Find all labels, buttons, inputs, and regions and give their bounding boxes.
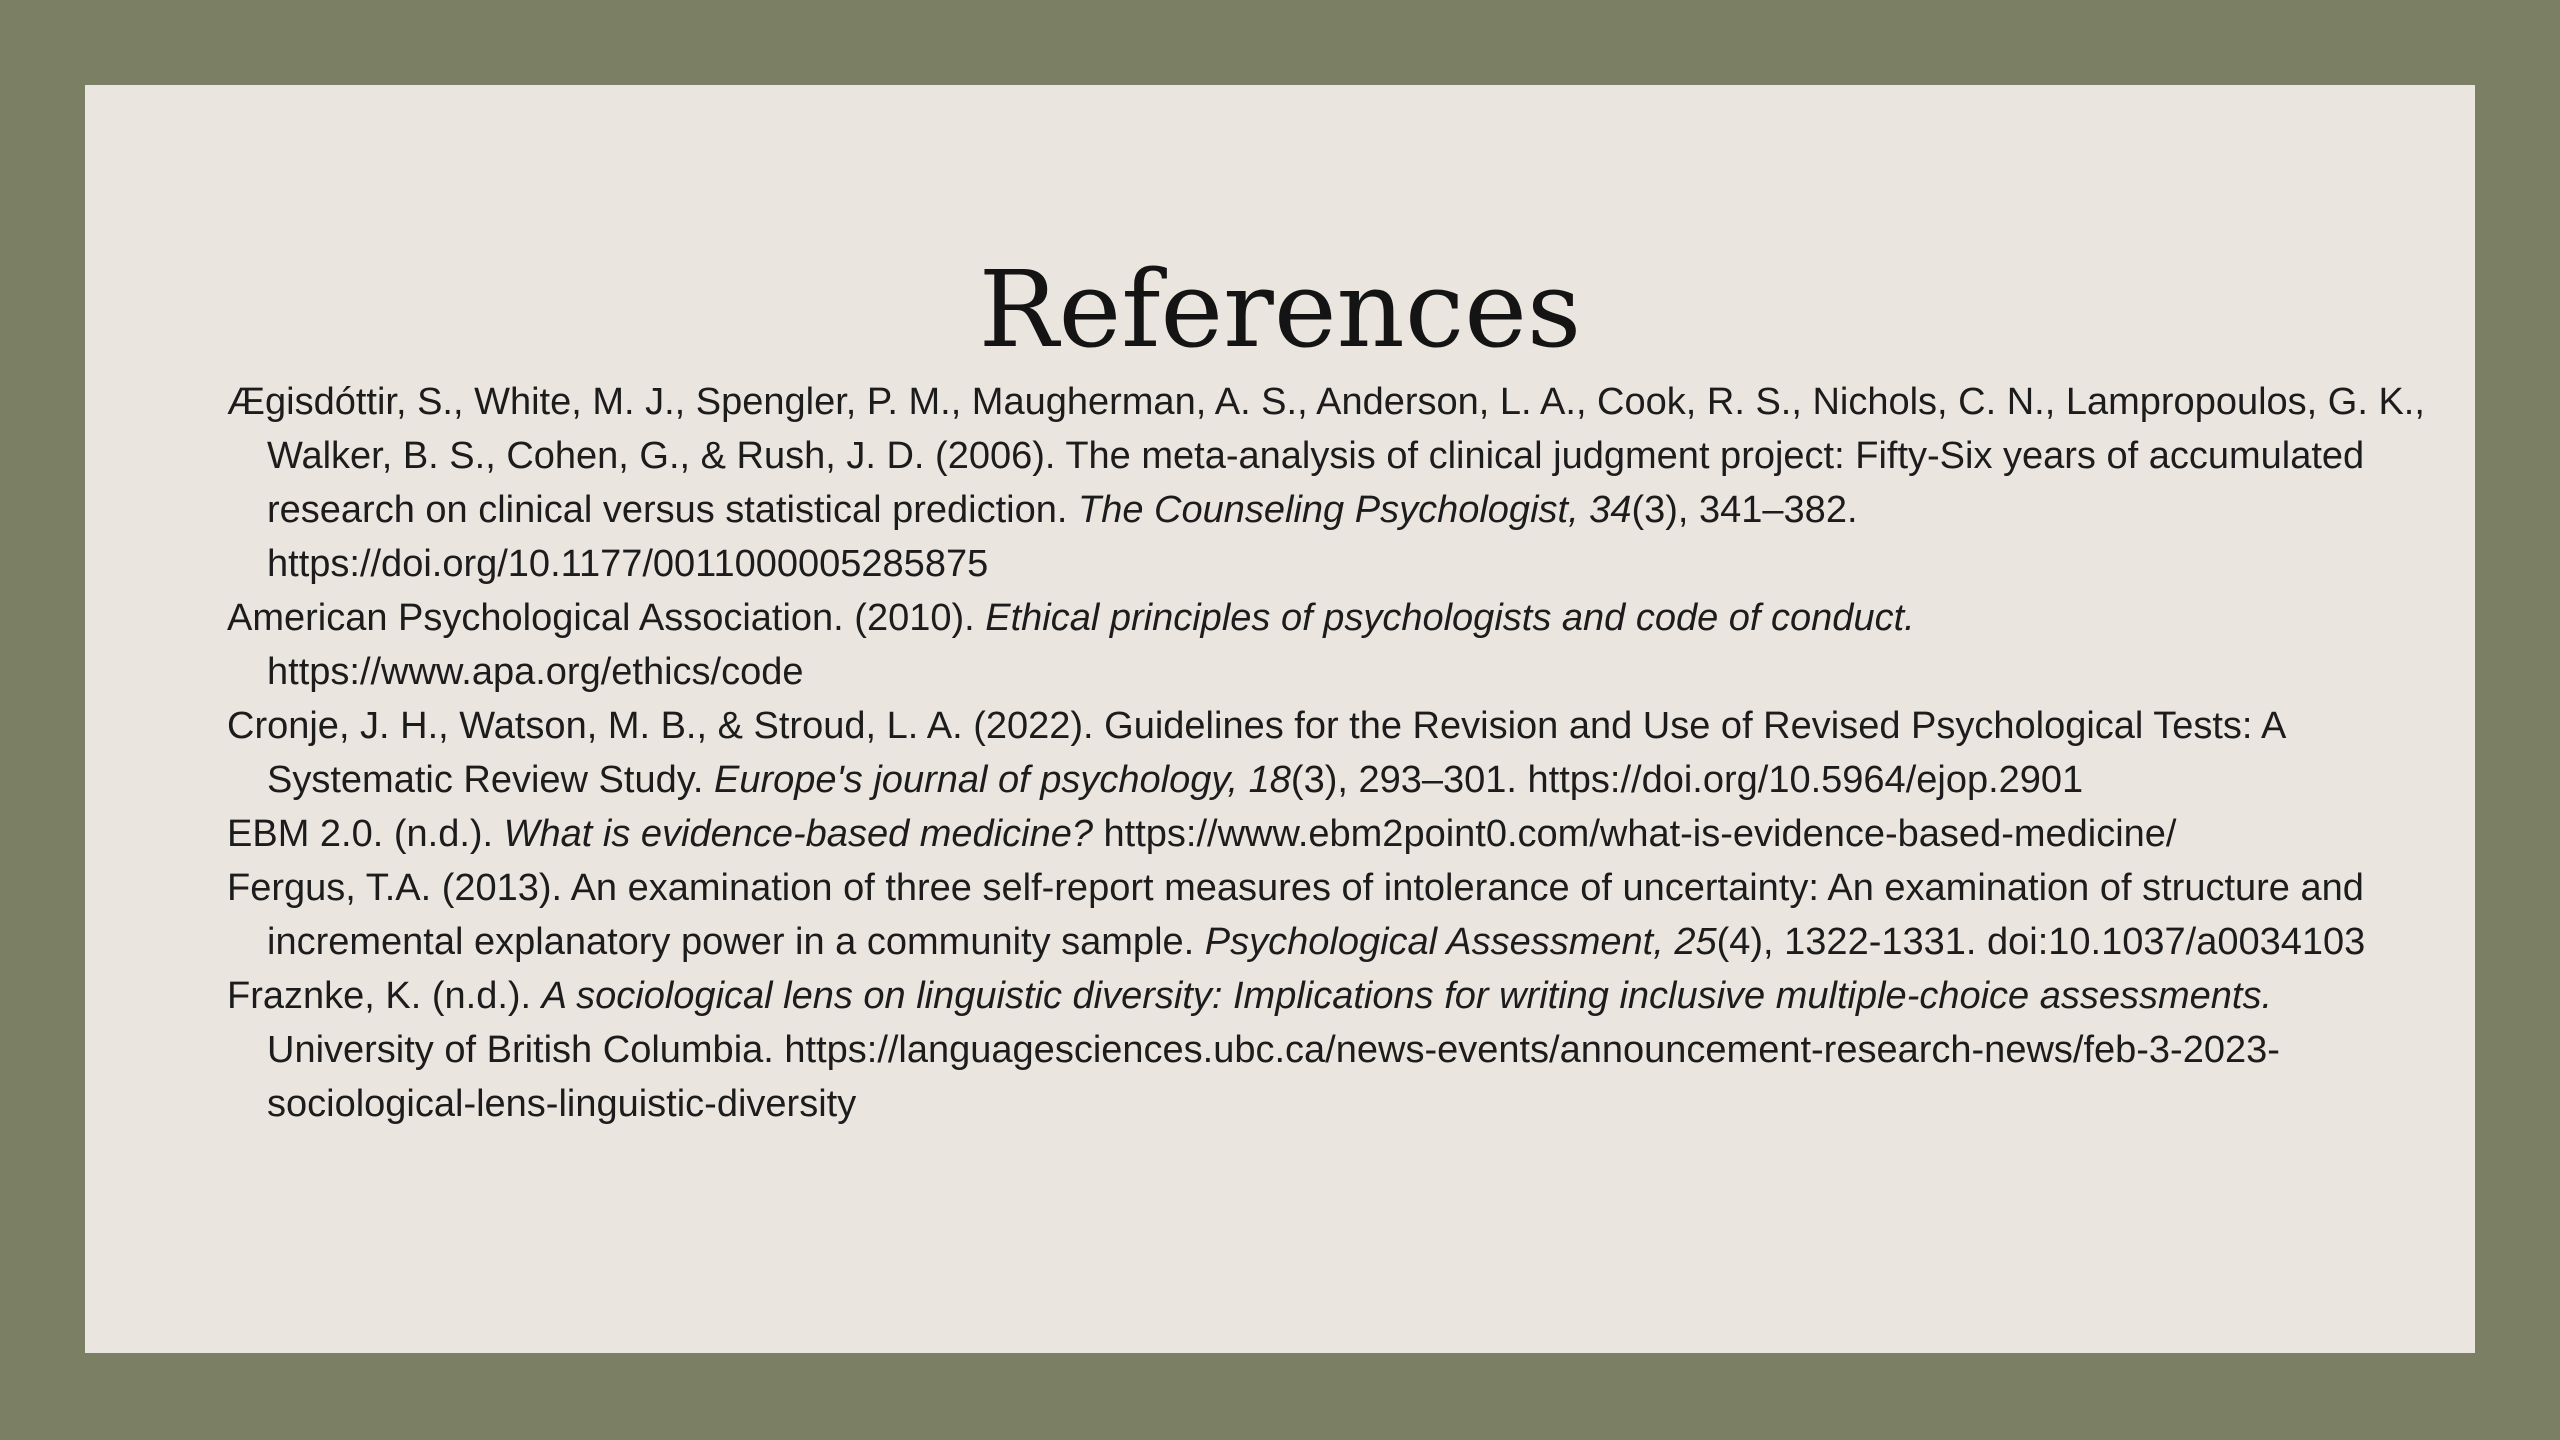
slide-panel xyxy=(85,85,2475,1353)
reference-text: Ægisdóttir, S., White, M. J., Spengler, P. M., Maugherman, A. S., Anderson, L. A., Cook, R. S., Nichols, C. N., Lampropoulos, G. K., Walker, B. S., Cohen, G., & Rush, J. D. (2006). The meta-analysis of clinical judgment project: Fifty-Six years of accumulated research on clinical versus statistical prediction. xyxy=(227,381,2425,531)
reference-item xyxy=(227,699,2427,807)
reference-source: A sociological lens on linguistic diversity: Implications for writing inclusive multiple-choice assessments. xyxy=(541,975,2273,1017)
reference-text: American Psychological Association. (2010). xyxy=(227,597,986,639)
reference-details: (3), 293–301. https://doi.org/10.5964/ejop.2901 xyxy=(1290,759,2084,801)
reference-text: EBM 2.0. (n.d.). xyxy=(227,813,504,855)
reference-source: Ethical principles of psychologists and code of conduct. xyxy=(985,597,1915,639)
reference-source: The Counseling Psychologist, 34 xyxy=(1078,489,1632,531)
reference-details: https://www.apa.org/ethics/code xyxy=(267,651,804,693)
reference-text: Fergus, T.A. (2013). An examination of three self-report measures of intolerance of uncertainty: An examination of structure and incremental explanatory power in a community sample. xyxy=(227,867,2364,963)
reference-details: (3), 341–382. https://doi.org/10.1177/0011000005285875 xyxy=(267,489,1858,585)
reference-item xyxy=(227,861,2427,969)
reference-source: Europe's journal of psychology, 18 xyxy=(714,759,1291,801)
reference-list xyxy=(227,375,2427,1131)
reference-details: https://www.ebm2point0.com/what-is-evidence-based-medicine/ xyxy=(1092,813,2177,855)
reference-item xyxy=(227,375,2427,591)
reference-details: (4), 1322-1331. doi:10.1037/a0034103 xyxy=(1716,921,2366,963)
reference-source: Psychological Assessment, 25 xyxy=(1204,921,1717,963)
slide-title: References xyxy=(978,248,1582,371)
reference-text: Fraznke, K. (n.d.). xyxy=(227,975,542,1017)
reference-item xyxy=(227,969,2427,1131)
reference-text: Cronje, J. H., Watson, M. B., & Stroud, L. A. (2022). Guidelines for the Revision and Use of Revised Psychological Tests: A Systematic Review Study. xyxy=(227,705,2285,801)
reference-item xyxy=(227,591,2427,699)
reference-source: What is evidence-based medicine? xyxy=(503,813,1093,855)
reference-item xyxy=(227,807,2427,861)
reference-details: University of British Columbia. https://languagesciences.ubc.ca/news-events/announcement-research-news/feb-3-2023-sociological-lens-linguistic-diversity xyxy=(267,1029,2280,1125)
